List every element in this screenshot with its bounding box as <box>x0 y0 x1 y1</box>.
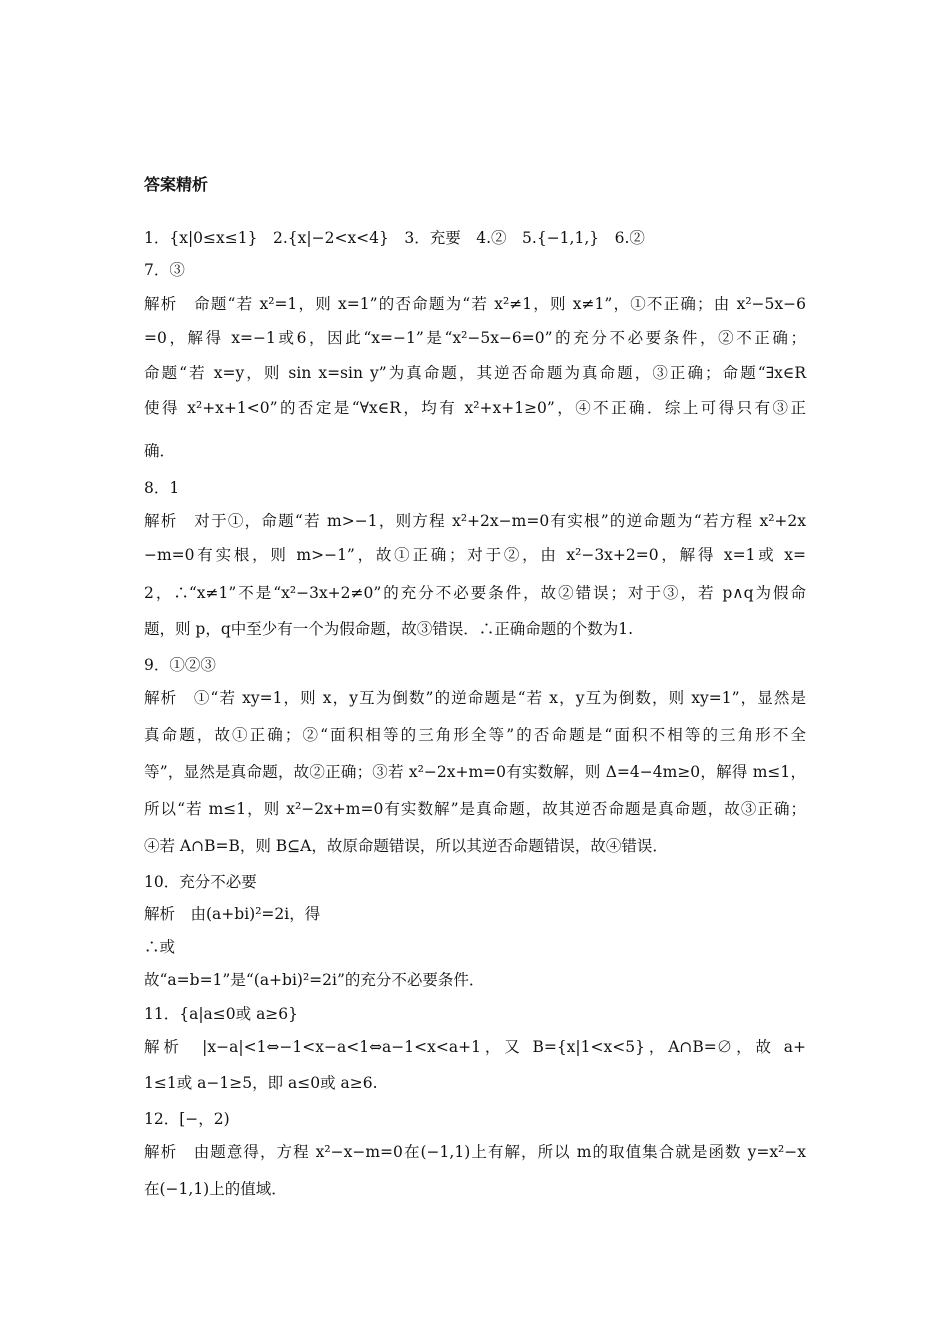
answer-line-9: 9．①②③ <box>144 656 216 674</box>
page-title: 答案精析 <box>144 175 209 194</box>
explanation-11-line-1: 解析 |x−a|<1⇔−1<x−a<1⇔a−1<x<a+1，又 B={x|1<x<5}，A∩B=∅，故 a+ <box>144 1038 806 1056</box>
explanation-12-line-2: 在(−1,1)上的值域． <box>144 1180 287 1198</box>
explanation-12-line-1: 解析 由题意得，方程 x²−x−m=0在(−1,1)上有解，所以 m的取值集合就是函数 y=x²−x <box>144 1143 806 1161</box>
answer-line-12: 12．[−，2) <box>144 1110 230 1128</box>
explanation-9-line-4: 所以“若 m≤1，则 x²−2x+m=0有实数解”是真命题，故其逆否命题是真命题，故③正确； <box>144 800 806 818</box>
explanation-11-line-2: 1≤1或 a−1≥5，即 a≤0或 a≥6. <box>144 1074 378 1092</box>
explanation-9-line-5: ④若 A∩B=B，则 B⊆A，故原命题错误，所以其逆否命题错误，故④错误． <box>144 837 668 855</box>
explanation-8-line-2: −m=0有实根，则 m>−1”，故①正确；对于②，由 x²−3x+2=0，解得 x=1或 x= <box>144 546 806 564</box>
explanation-7-line-1: 解析 命题“若 x²=1，则 x=1”的否命题为“若 x²≠1，则 x≠1”，①不正确；由 x²−5x−6 <box>144 295 806 313</box>
answer-line-7: 7．③ <box>144 261 185 279</box>
explanation-7-line-3: 命题“若 x=y，则 sin x=sin y”为真命题，其逆否命题为真命题，③正确；命题“∃x∈R <box>144 364 806 382</box>
explanation-10-line-2: ∴或 <box>144 938 176 956</box>
explanation-9-line-1: 解析 ①“若 xy=1，则 x，y互为倒数”的逆命题是“若 x，y互为倒数，则 xy=1”，显然是 <box>144 689 806 707</box>
explanation-9-line-3: 等”，显然是真命题，故②正确；③若 x²−2x+m=0有实数解，则 Δ=4−4m≥0，解得 m≤1， <box>144 763 806 781</box>
explanation-10-line-1: 解析 由(a+bi)²=2i，得 <box>144 905 321 923</box>
explanation-7-line-2: =0，解得 x=−1或6，因此“x=−1”是“x²−5x−6=0”的充分不必要条件，②不正确； <box>144 329 806 347</box>
explanation-10-line-3: 故“a=b=1”是“(a+bi)²=2i”的充分不必要条件． <box>144 971 485 989</box>
explanation-7-line-4: 使得 x²+x+1<0”的否定是“∀x∈R，均有 x²+x+1≥0”，④不正确．综上可得只有③正 <box>144 399 806 417</box>
answer-line-10: 10．充分不必要 <box>144 873 257 891</box>
explanation-8-line-1: 解析 对于①，命题“若 m>−1，则方程 x²+2x−m=0有实根”的逆命题为“若方程 x²+2x <box>144 512 806 530</box>
answer-line-8: 8．1 <box>144 479 180 497</box>
answer-line-1-6: 1．{x|0≤x≤1} 2.{x|−2<x<4} 3．充要 4.② 5.{−1,1,} 6.② <box>144 229 645 247</box>
explanation-8-line-3: 2，∴“x≠1”不是“x²−3x+2≠0”的充分不必要条件，故②错误；对于③，若 p∧q为假命 <box>144 584 806 602</box>
explanation-7-line-5: 确． <box>144 442 176 460</box>
explanation-9-line-2: 真命题，故①正确；②“面积相等的三角形全等”的否命题是“面积不相等的三角形不全 <box>144 726 806 744</box>
answer-line-11: 11．{a|a≤0或 a≥6} <box>144 1005 299 1023</box>
explanation-8-line-4: 题，则 p，q中至少有一个为假命题，故③错误．∴正确命题的个数为1. <box>144 620 634 638</box>
